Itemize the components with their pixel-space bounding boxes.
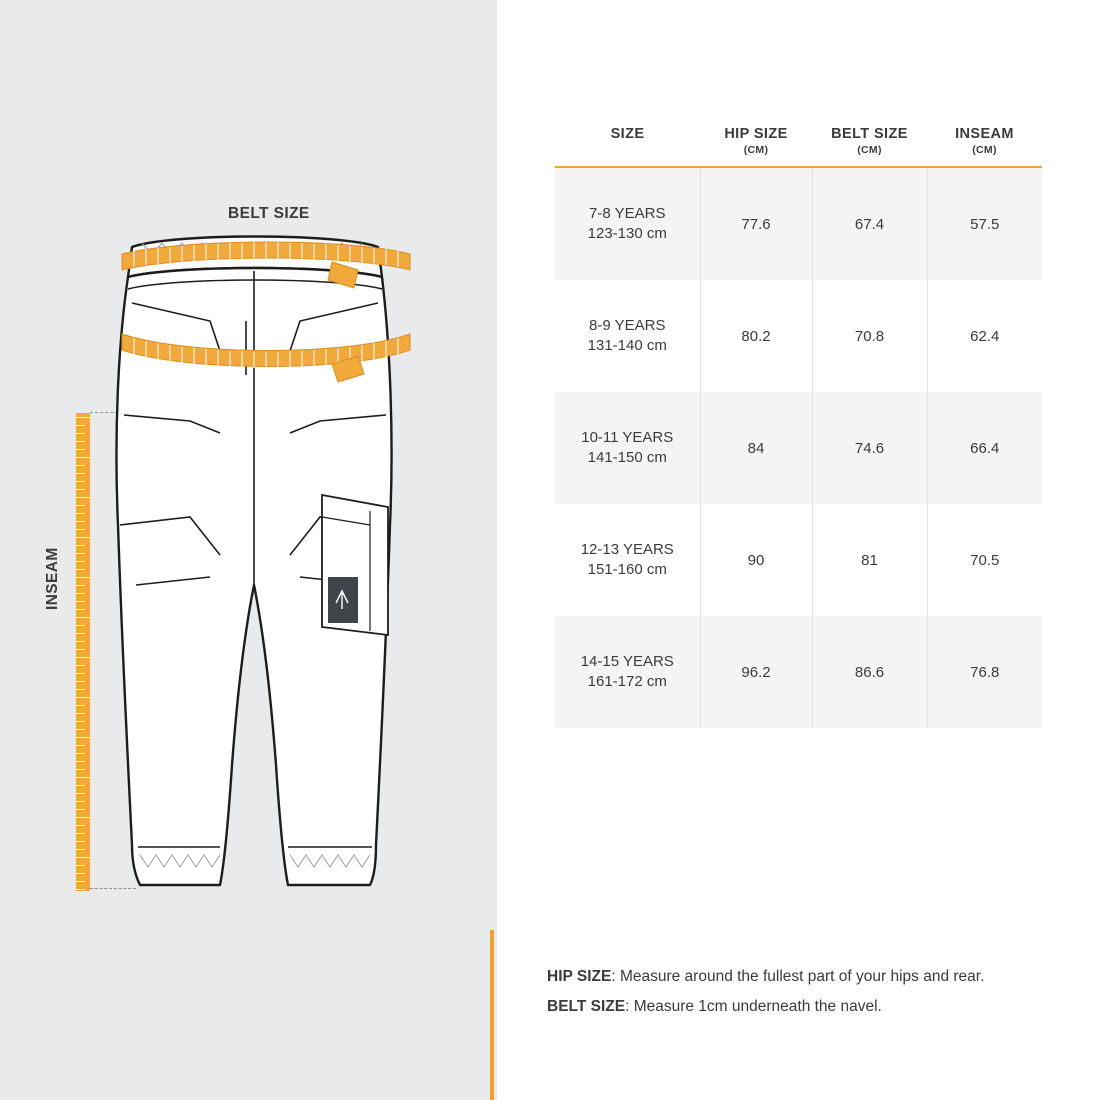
accent-divider (490, 930, 494, 1100)
cell-inseam: 57.5 (970, 215, 1000, 233)
column-header-size: SIZE (610, 126, 645, 142)
cell-inseam: 62.4 (970, 327, 1000, 345)
cell-inseam: 70.5 (970, 551, 1000, 569)
column-header-inseam: INSEAM (CM) (927, 125, 1042, 167)
size-chart-table (555, 125, 1042, 728)
illustration-panel (0, 0, 497, 1100)
table-row (555, 616, 1042, 728)
inseam-label: INSEAM (44, 547, 61, 610)
cell-hip: 84 (700, 392, 812, 504)
cell-hip: 80.2 (700, 280, 812, 392)
column-header-belt-size: BELT SIZE (CM) (812, 125, 927, 167)
note-hip-size (547, 965, 1077, 989)
cell-inseam: 66.4 (970, 439, 1000, 457)
cell-size: 8-9 YEARS 131-140 cm (555, 280, 700, 392)
table-row (555, 167, 1042, 280)
cell-size: 12-13 YEARS 151-160 cm (555, 504, 700, 616)
size-table-panel (497, 0, 1100, 1100)
table-header-row (555, 125, 1042, 167)
cell-size: 10-11 YEARS 141-150 cm (555, 392, 700, 504)
cell-inseam: 76.8 (970, 663, 1000, 681)
table-row (555, 504, 1042, 616)
belt-measuring-tape-icon (118, 240, 418, 300)
note-hip-text: : Measure around the fullest part of your hips and rear. (611, 968, 985, 985)
belt-size-label: BELT SIZE (228, 205, 310, 222)
hip-measuring-tape-icon (118, 320, 418, 388)
cell-hip: 90 (700, 504, 812, 616)
note-belt-text: : Measure 1cm underneath the navel. (625, 998, 882, 1016)
note-hip-term: HIP SIZE (547, 968, 612, 985)
column-header-hip-size: HIP SIZE (CM) (700, 125, 812, 167)
cell-hip: 96.2 (700, 616, 812, 728)
column-unit-inseam: (CM) (972, 144, 997, 156)
table-row (555, 392, 1042, 504)
cell-hip: 77.6 (700, 167, 812, 280)
cell-size: 7-8 YEARS 123-130 cm (555, 167, 700, 280)
cell-belt: 74.6 (812, 392, 927, 504)
table-row (555, 280, 1042, 392)
column-unit-hip: (CM) (743, 144, 769, 156)
measurement-notes (547, 965, 1077, 1025)
cell-belt: 86.6 (812, 616, 927, 728)
cell-belt: 67.4 (812, 167, 927, 280)
column-unit-belt: (CM) (857, 144, 882, 156)
cell-belt: 70.8 (812, 280, 927, 392)
cell-size: 14-15 YEARS 161-172 cm (555, 616, 700, 728)
note-belt-term: BELT SIZE (547, 998, 626, 1016)
brand-patch (328, 577, 358, 623)
cell-belt: 81 (812, 504, 927, 616)
note-belt-size (547, 995, 1077, 1019)
